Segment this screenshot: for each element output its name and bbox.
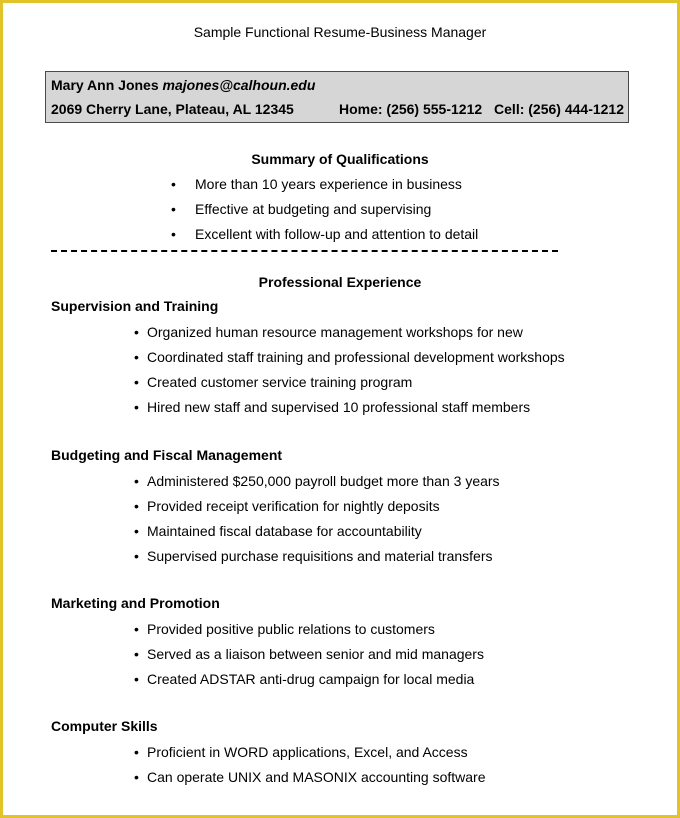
document-title: Sample Functional Resume-Business Manager [193,24,487,40]
section-heading-supervision: Supervision and Training [51,298,219,314]
bullet-icon: • [134,324,139,340]
list-item: • Administered $250,000 payroll budget more than 3 years [134,473,500,489]
list-item: • More than 10 years experience in business [171,176,462,192]
section-heading-computer-skills: Computer Skills [51,718,158,734]
bullet-icon: • [134,349,139,365]
list-item: • Served as a liaison between senior and mid managers [134,646,484,662]
bullet-icon: • [134,621,139,637]
list-item: • Proficient in WORD applications, Excel, and Access [134,744,468,760]
experience-heading: Professional Experience [258,274,422,290]
contact-phones [331,101,624,117]
list-item: • Provided receipt verification for nightly deposits [134,498,440,514]
contact-email[interactable]: majones@calhoun.edu [162,77,316,93]
list-item: • Maintained fiscal database for accountability [134,523,422,539]
list-item: • Effective at budgeting and supervising [171,201,432,217]
bullet-icon: • [134,646,139,662]
list-item: • Organized human resource management workshops for new [134,324,523,340]
bullet-icon: • [171,201,176,217]
section-list-marketing [134,620,484,695]
contact-name-line [51,77,315,93]
list-item: • Supervised purchase requisitions and material transfers [134,548,493,564]
bullet-icon: • [134,374,139,390]
list-item: • Can operate UNIX and MASONIX accounting software [134,769,486,785]
bullet-icon: • [171,176,176,192]
bullet-icon: • [134,523,139,539]
bullet-icon: • [171,226,176,242]
section-list-budgeting [134,472,500,572]
cell-phone: Cell: (256) 444-1212 [494,101,624,117]
section-list-computer-skills [134,743,486,793]
bullet-icon: • [134,473,139,489]
bullet-icon: • [134,769,139,785]
bullet-icon: • [134,399,139,415]
section-list-supervision [134,323,565,423]
contact-header-box [45,71,629,123]
section-heading-budgeting: Budgeting and Fiscal Management [51,447,283,463]
summary-list [171,175,479,250]
home-phone: Home: (256) 555-1212 [338,101,483,117]
section-heading-marketing: Marketing and Promotion [51,595,220,611]
list-item: • Hired new staff and supervised 10 professional staff members [134,399,531,415]
list-item: • Excellent with follow-up and attention to detail [171,226,479,242]
list-item: • Provided positive public relations to customers [134,621,435,637]
list-item: • Created ADSTAR anti-drug campaign for local media [134,671,475,687]
list-item: • Coordinated staff training and professional development workshops [134,349,565,365]
list-item: • Created customer service training program [134,374,413,390]
summary-heading: Summary of Qualifications [251,151,429,167]
bullet-icon: • [134,498,139,514]
contact-name: Mary Ann Jones [51,77,159,93]
bullet-icon: • [134,548,139,564]
dashed-divider [51,250,558,252]
contact-address: 2069 Cherry Lane, Plateau, AL 12345 [51,101,294,117]
bullet-icon: • [134,744,139,760]
bullet-icon: • [134,671,139,687]
